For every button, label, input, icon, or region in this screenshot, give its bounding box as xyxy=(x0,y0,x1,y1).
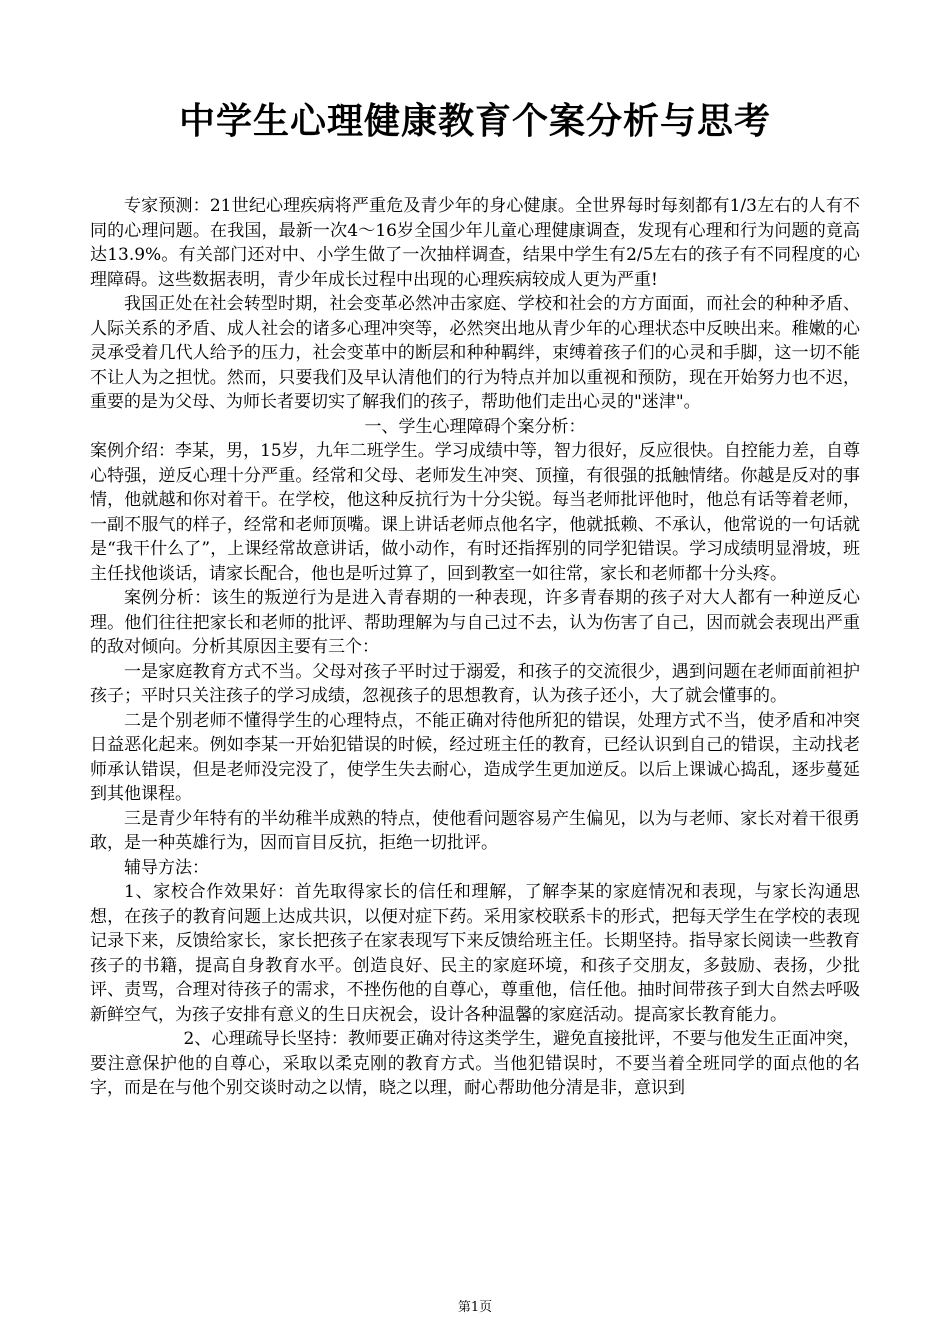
paragraph-reason-two: 二是个别老师不懂得学生的心理特点，不能正确对待他所犯的错误，处理方式不当，使矛盾和冲突日益恶化起来。例如李某一开始犯错误的时候，经过班主任的教育，已经认识到自己的错误，主动找老师承认错误，但是老师没完没了，使学生失去耐心，造成学生更加逆反。以后上课诚心捣乱，逐步蔓延到其他课程。 xyxy=(90,710,860,804)
paragraph-case-introduction: 案例介绍：李某，男，15岁，九年二班学生。学习成绩中等，智力很好，反应很快。自控能力差，自尊心特强，逆反心理十分严重。经常和父母、老师发生冲突、顶撞，有很强的抵触情绪。你越是反对的事情，他就越和你对着干。在学校，他这种反抗行为十分尖锐。每当老师批评他时，他总有话等着老师，一副不服气的样子，经常和老师顶嘴。课上讲话老师点他名字，他就抵赖、不承认，他常说的一句话就是“我干什么了”，上课经常故意讲话，做小动作，有时还指挥别的同学犯错误。学习成绩明显滑坡，班主任找他谈话，请家长配合，他也是听过算了，回到教室一如往常，家长和老师都十分头疼。 xyxy=(90,441,860,584)
section-heading-case-analysis: 一、学生心理障碍个案分析： xyxy=(364,416,586,437)
paragraph-method-one: 1、家校合作效果好：首先取得家长的信任和理解，了解李某的家庭情况和表现，与家长沟通思想，在孩子的教育问题上达成共识，以便对症下药。采用家校联系卡的形式，把每天学生在学校的表现记录下来，反馈给家长，家长把孩子在家表现写下来反馈给班主任。长期坚持。指导家长阅读一些教育孩子的书籍，提高自身教育水平。创造良好、民主的家庭环境，和孩子交朋友，多鼓励、表扬，少批评、责骂，合理对待孩子的需求，不挫伤他的自尊心，尊重他，信任他。抽时间带孩子到大自然去呼吸新鲜空气，为孩子安排有意义的生日庆祝会，设计各种温馨的家庭活动。提高家长教育能力。 xyxy=(90,882,860,1025)
paragraph-social-transition: 我国正处在社会转型时期，社会变革必然冲击家庭、学校和社会的方方面面，而社会的种种矛盾、人际关系的矛盾、成人社会的诸多心理冲突等，必然突出地从青少年的心理状态中反映出来。稚嫩的心灵承受着几代人给予的压力，社会变革中的断层和种种羁绊，束缚着孩子们的心灵和手脚，这一切不能不让人为之担忧。然而，只要我们及早认清他们的行为特点并加以重视和预防，现在开始努力也不迟，重要的是为父母、为师长者要切实了解我们的孩子，帮助他们走出心灵的"迷津"。 xyxy=(90,294,860,412)
paragraph-guidance-heading: 辅导方法： xyxy=(124,857,209,878)
document-title: 中学生心理健康教育个案分析与思考 xyxy=(178,101,771,142)
page-number: 第1页 xyxy=(457,1300,493,1315)
paragraph-method-two: 2、心理疏导长坚持：教师要正确对待这类学生，避免直接批评，不要与他发生正面冲突，要注意保护他的自尊心，采取以柔克刚的教育方式。当他犯错误时，不要当着全班同学的面点他的名字，而是在与他个别交谈时动之以情，晓之以理，耐心帮助他分清是非，意识到 xyxy=(90,1029,860,1098)
paragraph-case-analysis: 案例分析：该生的叛逆行为是进入青春期的一种表现，许多青春期的孩子对大人都有一种逆反心理。他们往往把家长和老师的批评、帮助理解为与自己过不去，认为伤害了自己，因而就会表现出严重的敌对倾向。分析其原因主要有三个： xyxy=(90,588,860,657)
document-body xyxy=(90,194,860,1101)
paragraph-expert-prediction: 专家预测：21世纪心理疾病将严重危及青少年的身心健康。全世界每时每刻都有1/3左右的人有不同的心理问题。在我国，最新一次4～16岁全国少年儿童心理健康调查，发现有心理和行为问题的竟高达13.9%。有关部门还对中、小学生做了一次抽样调查，结果中学生有2/5左右的孩子有不同程度的心理障碍。这些数据表明，青少年成长过程中出现的心理疾病较成人更为严重! xyxy=(90,196,860,290)
paragraph-reason-three: 三是青少年特有的半幼稚半成熟的特点，使他看问题容易产生偏见，以为与老师、家长对着干很勇敢，是一种英雄行为，因而盲目反抗，拒绝一切批评。 xyxy=(90,808,860,853)
paragraph-reason-one: 一是家庭教育方式不当。父母对孩子平时过于溺爱，和孩子的交流很少，遇到问题在老师面前袒护孩子；平时只关注孩子的学习成绩，忽视孩子的思想教育，认为孩子还小，大了就会懂事的。 xyxy=(90,661,860,706)
